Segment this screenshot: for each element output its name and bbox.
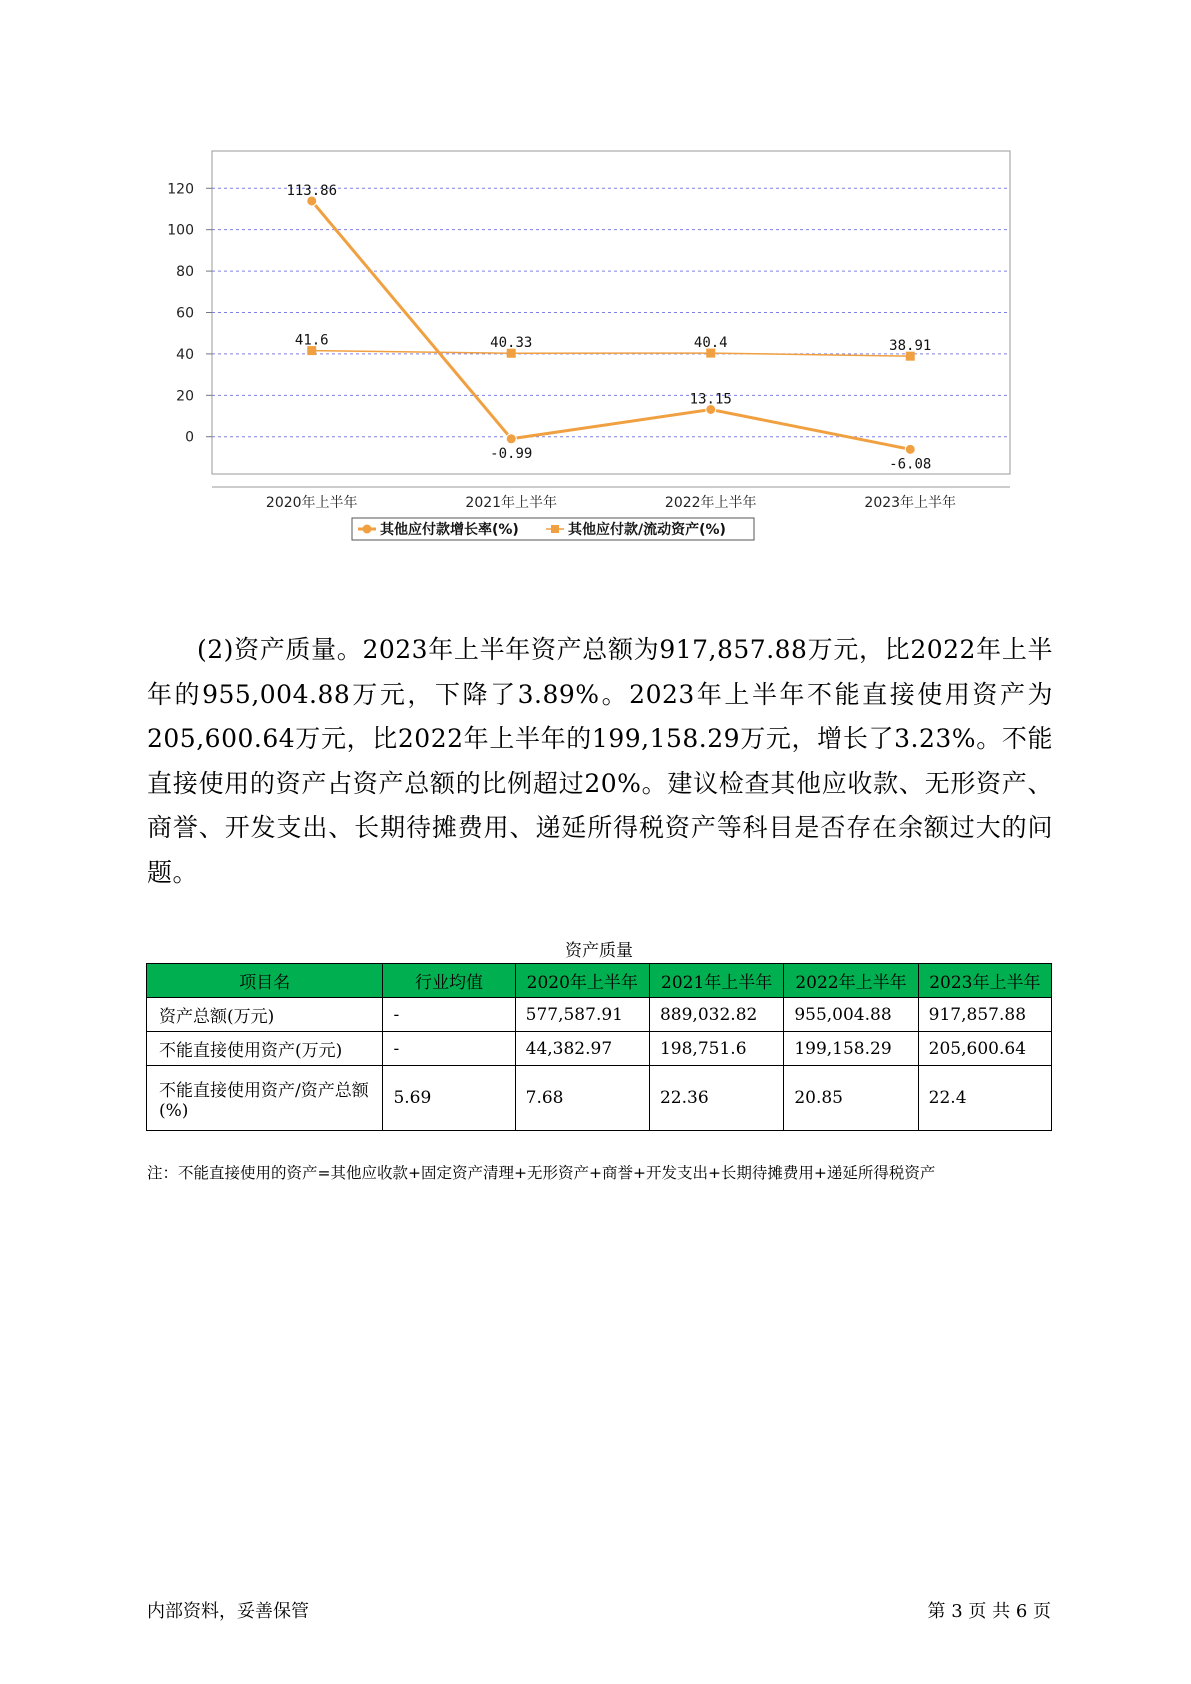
asset-quality-table <box>146 963 1052 1131</box>
table-cell: 199,158.29 <box>784 1032 918 1066</box>
table-cell: 889,032.82 <box>649 998 783 1032</box>
y-tick-label: 100 <box>167 222 194 239</box>
table-cell: 955,004.88 <box>784 998 918 1032</box>
table-row <box>147 998 1052 1032</box>
table-caption: 资产质量 <box>565 941 633 961</box>
table-footnote: 注：不能直接使用的资产=其他应收款+固定资产清理+无形资产+商誉+开发支出+长期待摊费用+递延所得税资产 <box>147 1164 936 1182</box>
data-label: 41.6 <box>294 332 329 349</box>
table-header-row <box>147 964 1052 998</box>
table-cell: - <box>383 1032 515 1066</box>
data-label: 113.86 <box>286 182 338 199</box>
data-label: 38.91 <box>889 338 932 355</box>
header-cell: 项目名 <box>147 964 383 998</box>
x-tick-label: 2020年上半年 <box>265 495 358 511</box>
header-cell: 2021年上半年 <box>649 964 783 998</box>
table-cell: 917,857.88 <box>918 998 1051 1032</box>
data-point <box>506 434 516 444</box>
header-cell: 行业均值 <box>383 964 515 998</box>
y-tick-label: 120 <box>167 181 194 198</box>
y-tick-label: 40 <box>176 346 194 363</box>
legend-label: 其他应付款/流动资产(%) <box>568 522 726 538</box>
row-label: 不能直接使用资产(万元) <box>147 1032 383 1066</box>
row-label: 不能直接使用资产/资产总额(%) <box>147 1066 383 1131</box>
footer-page-number: 第 3 页 共 6 页 <box>927 1601 1051 1622</box>
line-chart <box>150 150 1030 590</box>
table-cell: 198,751.6 <box>649 1032 783 1066</box>
table-cell: 7.68 <box>515 1066 649 1131</box>
legend-label: 其他应付款增长率(%) <box>380 522 519 538</box>
table-cell: 5.69 <box>383 1066 515 1131</box>
chart-svg <box>150 150 1030 590</box>
y-tick-label: 20 <box>176 388 194 405</box>
x-tick-label: 2022年上半年 <box>664 495 757 511</box>
table-cell: 20.85 <box>784 1066 918 1131</box>
table-cell: 577,587.91 <box>515 998 649 1032</box>
table-cell: 22.36 <box>649 1066 783 1131</box>
data-label: 13.15 <box>689 391 732 408</box>
x-tick-label: 2023年上半年 <box>864 495 957 511</box>
data-label: -6.08 <box>889 456 932 473</box>
legend-swatch-marker <box>551 525 559 533</box>
header-cell: 2023年上半年 <box>918 964 1051 998</box>
table-cell: - <box>383 998 515 1032</box>
asset-quality-paragraph <box>147 628 1053 895</box>
legend-swatch-marker <box>363 525 372 534</box>
table-row <box>147 1032 1052 1066</box>
y-tick-label: 60 <box>176 305 194 322</box>
y-tick-label: 0 <box>185 429 194 446</box>
data-label: 40.4 <box>693 335 728 352</box>
footer-confidential: 内部资料，妥善保管 <box>147 1601 309 1622</box>
data-label: 40.33 <box>490 335 533 352</box>
data-label: -0.99 <box>490 445 533 462</box>
table-cell: 205,600.64 <box>918 1032 1051 1066</box>
row-label: 资产总额(万元) <box>147 998 383 1032</box>
y-tick-label: 80 <box>176 264 194 281</box>
header-cell: 2020年上半年 <box>515 964 649 998</box>
table-cell: 22.4 <box>918 1066 1051 1131</box>
header-cell: 2022年上半年 <box>784 964 918 998</box>
data-point <box>905 444 915 454</box>
x-tick-label: 2021年上半年 <box>465 495 558 511</box>
table-row <box>147 1066 1052 1131</box>
paragraph-text: (2)资产质量。2023年上半年资产总额为917,857.88万元，比2022年上半年的955,004.88万元，下降了3.89%。2023年上半年不能直接使用资产为205,600.64万元，比2022年上半年的199,158.29万元，增长了3.23%。不能直接使用的资产占资产总额的比例超过20%。建议检查其他应收款、无形资产、商誉、开发支出、长期待摊费用、递延所得税资产等科目是否存在余额过大的问题。 <box>147 635 1053 887</box>
table-cell: 44,382.97 <box>515 1032 649 1066</box>
